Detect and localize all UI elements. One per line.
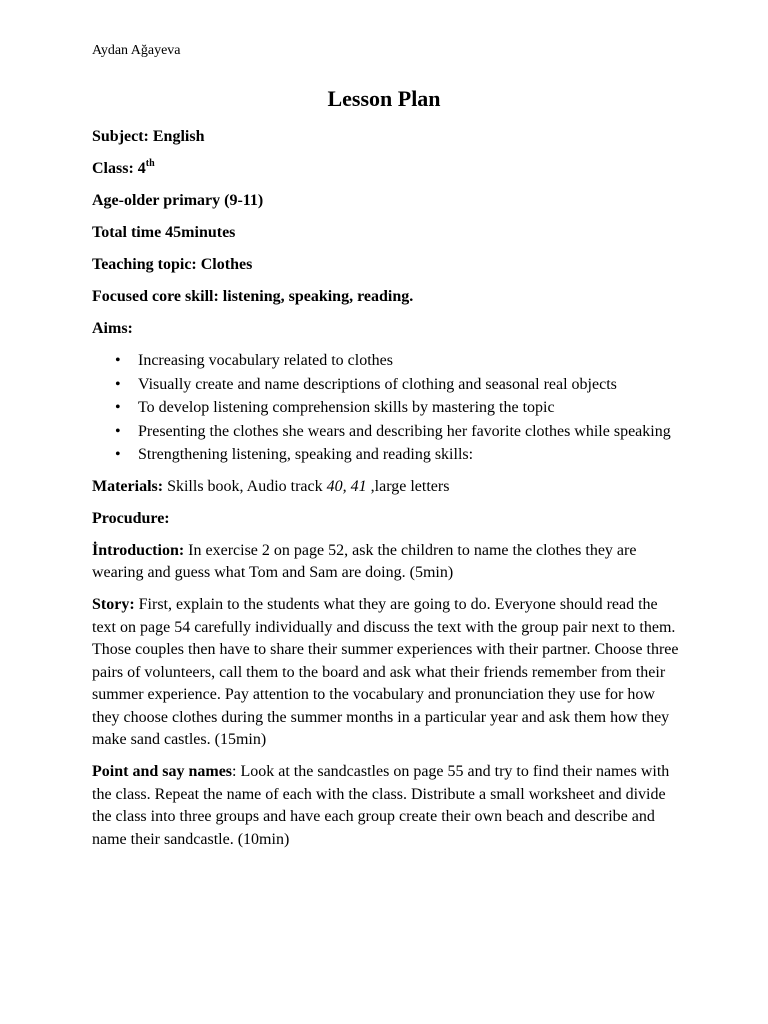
materials-text: Skills book, Audio track bbox=[163, 477, 327, 495]
list-item bbox=[92, 374, 682, 397]
total-time-field: Total time 45minutes bbox=[92, 224, 236, 241]
aim-text: To develop listening comprehension skills by mastering the topic bbox=[138, 399, 555, 416]
introduction-paragraph bbox=[92, 540, 682, 585]
topic-field: Teaching topic: Clothes bbox=[92, 256, 253, 273]
materials-paragraph bbox=[92, 476, 682, 499]
introduction-label: İntroduction: bbox=[92, 541, 185, 559]
class-superscript: th bbox=[145, 158, 155, 169]
aim-text: Presenting the clothes she wears and describing her favorite clothes while speaking bbox=[138, 422, 671, 440]
introduction-text: In exercise 2 on page 52, ask the children to name the clothes they are wearing and guess what Tom and Sam are doing. (5min) bbox=[92, 541, 637, 581]
list-item bbox=[92, 397, 682, 420]
author-header: Aydan Ağayeva bbox=[92, 43, 181, 58]
bullet-icon: • bbox=[115, 375, 121, 393]
bullet-icon: • bbox=[115, 399, 121, 416]
story-label: Story: bbox=[92, 596, 135, 613]
point-and-say-paragraph bbox=[92, 761, 682, 851]
bullet-icon: • bbox=[115, 352, 121, 369]
point-and-say-text: : Look at the sandcastles on page 55 and try to find their names with the class. Repeat the name of each with the class. Distribute a small worksheet and divide the class into three groups and have each group create their own beach and describe and name their sandcastle. (10min) bbox=[92, 763, 670, 848]
aims-list bbox=[92, 350, 682, 467]
list-item bbox=[92, 444, 682, 467]
list-item bbox=[92, 421, 682, 444]
bullet-icon: • bbox=[115, 446, 121, 463]
procedure-label: Procudure: bbox=[92, 509, 170, 527]
list-item bbox=[92, 350, 682, 373]
lesson-body bbox=[92, 126, 682, 861]
subject-field: Subject: English bbox=[92, 128, 205, 145]
aim-text: Increasing vocabulary related to clothes bbox=[138, 352, 393, 369]
class-field bbox=[92, 158, 682, 181]
story-paragraph bbox=[92, 594, 682, 752]
materials-label: Materials: bbox=[92, 477, 164, 495]
materials-text-after: ,large letters bbox=[366, 477, 450, 495]
aim-text: Visually create and name descriptions of clothing and seasonal real objects bbox=[138, 375, 617, 393]
audio-track-numbers: 40, 41 bbox=[326, 477, 367, 495]
aim-text: Strengthening listening, speaking and reading skills: bbox=[138, 446, 474, 463]
aims-label: Aims: bbox=[92, 320, 133, 337]
core-skill-field: Focused core skill: listening, speaking, reading. bbox=[92, 288, 414, 305]
bullet-icon: • bbox=[115, 422, 121, 440]
story-text: First, explain to the students what they are going to do. Everyone should read the text on page 54 carefully individually and discuss the text with the group pair next to them. Those couples then have to share their summer experiences with their partner. Choose three pairs of volunteers, call them to the board and ask what their friends remember from their summer experience. Pay attention to the vocabulary and pronunciation they use for how they choose clothes during the summer months in a particular year and ask them how they make sand castles. (15min) bbox=[92, 596, 679, 748]
class-text: Class: 4 bbox=[92, 160, 146, 177]
age-field: Age-older primary (9-11) bbox=[92, 192, 264, 209]
page-title: Lesson Plan bbox=[327, 86, 441, 111]
point-and-say-label: Point and say names bbox=[92, 763, 233, 780]
